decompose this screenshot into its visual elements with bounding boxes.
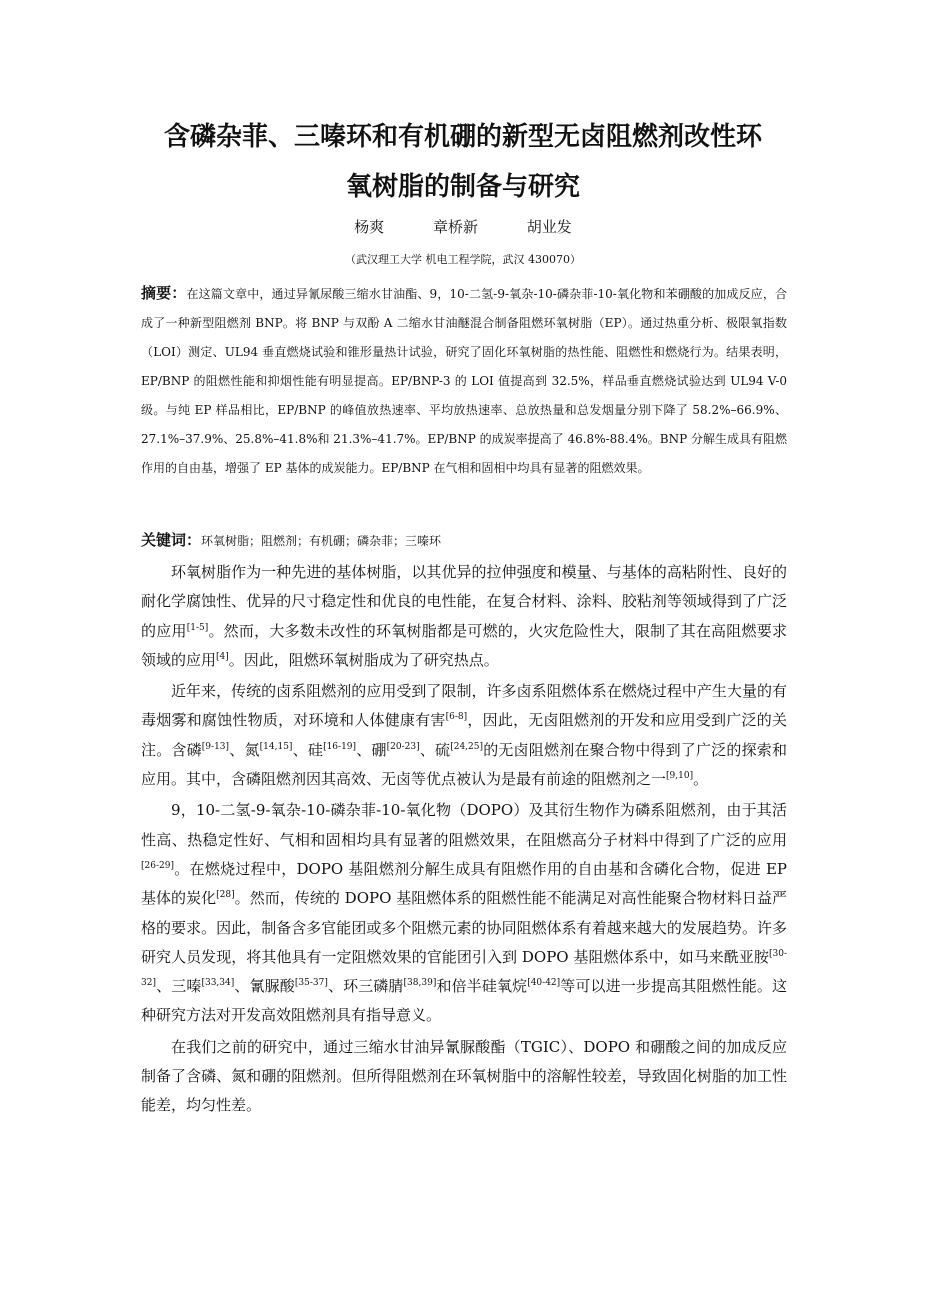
citation: [33,34]: [201, 978, 235, 989]
citation: [30-32]: [141, 948, 787, 989]
paragraph: 环氧树脂作为一种先进的基体树脂，以其优异的拉伸强度和模量、与基体的高粘附性、良好的耐化学腐蚀性、优异的尺寸稳定性和优良的电性能，在复合材料、涂料、胶粘剂等领域得到了广泛的应用[1-5]。然而，大多数未改性的环氧树脂都是可燃的，火灾危险性大，限制了其在高阻燃要求领域的应用[4]。因此，阻燃环氧树脂成为了研究热点。: [141, 563, 787, 669]
citation: [14,15]: [259, 741, 293, 752]
citation: [28]: [216, 890, 235, 901]
abstract-text: 在这篇文章中，通过异氰尿酸三缩水甘油酯、9，10-二氢-9-氧杂-10-磷杂菲-10-氧化物和苯硼酸的加成反应，合成了一种新型阻燃剂 BNP。将 BNP 与双酚 A 二缩水甘油醚混合制备阻燃环氧树脂（EP）。通过热重分析、极限氧指数（LOI）测定、UL94 垂直燃烧试验和锥形量热计试验，研究了固化环氧树脂的热性能、阻燃性和燃烧行为。结果表明，EP/BNP 的阻燃性能和抑烟性能有明显提高。EP/BNP-3 的 LOI 值提高到 32.5%，样品垂直燃烧试验达到 UL94 V-0 级。与纯 EP 样品相比，EP/BNP 的峰值放热速率、平均放热速率、总放热量和总发烟量分别下降了 58.2%–66.9%、27.1%–37.9%、25.8%–41.8%和 21.3%–41.7%。EP/BNP 的成炭率提高了 46.8%-88.4%。BNP 分解生成具有阻燃作用的自由基，增强了 EP 基体的成炭能力。EP/BNP 在气相和固相中均具有显著的阻燃效果。: [141, 287, 787, 475]
author-name: 胡业发: [526, 218, 572, 236]
author-name: 杨爽: [354, 218, 385, 236]
citation: [1-5]: [186, 622, 209, 633]
citation: [26-29]: [141, 860, 174, 871]
author-list: [0, 216, 926, 238]
paragraph: 近年来，传统的卤系阻燃剂的应用受到了限制，许多卤系阻燃体系在燃烧过程中产生大量的有毒烟雾和腐蚀性物质，对环境和人体健康有害[6-8]，因此，无卤阻燃剂的开发和应用受到广泛的关注。含磷[9-13]、氮[14,15]、硅[16-19]、硼[20-23]、硫[24,25]的无卤阻燃剂在聚合物中得到了广泛的探索和应用。其中，含磷阻燃剂因其高效、无卤等优点被认为是最有前途的阻燃剂之一[9,10]。: [141, 682, 787, 789]
author-name: 章桥新: [432, 218, 478, 236]
paragraph: 在我们之前的研究中，通过三缩水甘油异氰脲酸酯（TGIC）、DOPO 和硼酸之间的加成反应制备了含磷、氮和硼的阻燃剂。但所得阻燃剂在环氧树脂中的溶解性较差，导致固化树脂的加工性能差，均匀性差。: [141, 1037, 787, 1115]
citation: [20-23]: [386, 741, 420, 752]
paragraph: 9，10-二氢-9-氧杂-10-磷杂菲-10-氧化物（DOPO）及其衍生物作为磷系阻燃剂，由于其活性高、热稳定性好、气相和固相均具有显著的阻燃效果，在阻燃高分子材料中得到了广泛的应用[26-29]。在燃烧过程中，DOPO 基阻燃剂分解生成具有阻燃作用的自由基和含磷化合物，促进 EP 基体的炭化[28]。然而，传统的 DOPO 基阻燃体系的阻燃性能不能满足对高性能聚合物材料日益严格的要求。因此，制备含多官能团或多个阻燃元素的协同阻燃体系有着越来越大的发展趋势。许多研究人员发现，将其他具有一定阻燃效果的官能团引入到 DOPO 基阻燃体系中，如马来酰亚胺[30-32]、三嗪[33,34]、氰脲酸[35-37]、环三磷腈[38,39]和倍半硅氧烷[40-42]等可以进一步提高其阻燃性能。这种研究方法对开发高效阻燃剂具有指导意义。: [141, 801, 787, 1025]
title-line-1: 含磷杂菲、三嗪环和有机硼的新型无卤阻燃剂改性环: [163, 122, 762, 152]
keywords-label: 关键词：: [141, 531, 202, 549]
abstract: [141, 279, 787, 483]
keywords-text: 环氧树脂；阻燃剂；有机硼；磷杂菲；三嗪环: [201, 534, 442, 548]
abstract-label: 摘要：: [141, 284, 187, 302]
citation: [9,10]: [666, 771, 694, 782]
citation: [9-13]: [201, 741, 230, 752]
citation: [35-37]: [294, 978, 328, 989]
citation: [4]: [216, 651, 229, 662]
paper-title: [100, 112, 826, 212]
keywords: [141, 527, 787, 554]
citation: [40-42]: [527, 978, 561, 989]
body-text: [141, 558, 787, 1123]
affiliation: （武汉理工大学 机电工程学院，武汉 430070）: [345, 253, 581, 266]
title-line-2: 氧树脂的制备与研究: [345, 172, 580, 202]
citation: [24,25]: [450, 741, 484, 752]
citation: [16-19]: [323, 741, 357, 752]
citation: [38,39]: [403, 978, 437, 989]
citation: [6-8]: [445, 712, 468, 723]
